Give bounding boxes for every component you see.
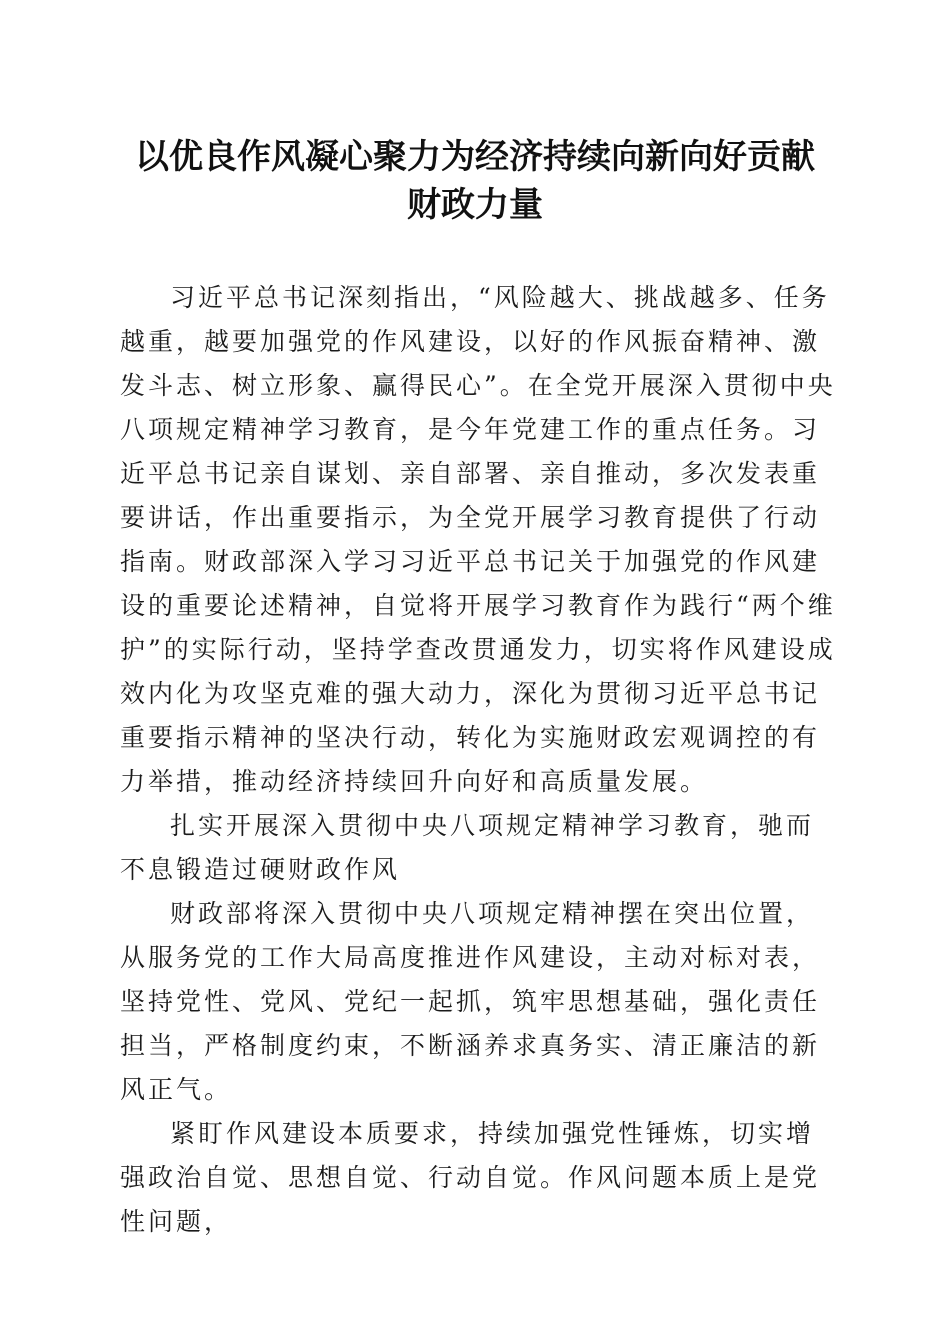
document-title [100, 133, 850, 229]
title-line-1: 以优良作风凝心聚力为经济持续向新向好贡献 [135, 137, 815, 177]
paragraph-intro: 习近平总书记深刻指出，“风险越大、挑战越多、任务越重，越要加强党的作风建设，以好的作风振奋精神、激发斗志、树立形象、赢得民心”。在全党开展深入贯彻中央八项规定精神学习教育，是今年党建工作的重点任务。习近平总书记亲自谋划、亲自部署、亲自推动，多次发表重要讲话，作出重要指示，为全党开展学习教育提供了行动指南。财政部深入学习习近平总书记关于加强党的作风建设的重要论述精神，自觉将开展学习教育作为践行“两个维护”的实际行动，坚持学查改贯通发力，切实将作风建设成效内化为攻坚克难的强大动力，深化为贯彻习近平总书记重要指示精神的坚决行动，转化为实施财政宏观调控的有力举措，推动经济持续回升向好和高质量发展。 [120, 283, 836, 796]
title-line-2: 财政力量 [407, 185, 543, 225]
section-heading: 扎实开展深入贯彻中央八项规定精神学习教育，驰而不息锻造过硬财政作风 [120, 811, 815, 884]
document-body [120, 276, 838, 1244]
paragraph-section-2: 紧盯作风建设本质要求，持续加强党性锤炼，切实增强政治自觉、思想自觉、行动自觉。作风问题本质上是党性问题， [120, 1119, 821, 1236]
paragraph-section-1: 财政部将深入贯彻中央八项规定精神摆在突出位置，从服务党的工作大局高度推进作风建设，主动对标对表，坚持党性、党风、党纪一起抓，筑牢思想基础，强化责任担当，严格制度约束，不断涵养求真务实、清正廉洁的新风正气。 [120, 899, 821, 1104]
